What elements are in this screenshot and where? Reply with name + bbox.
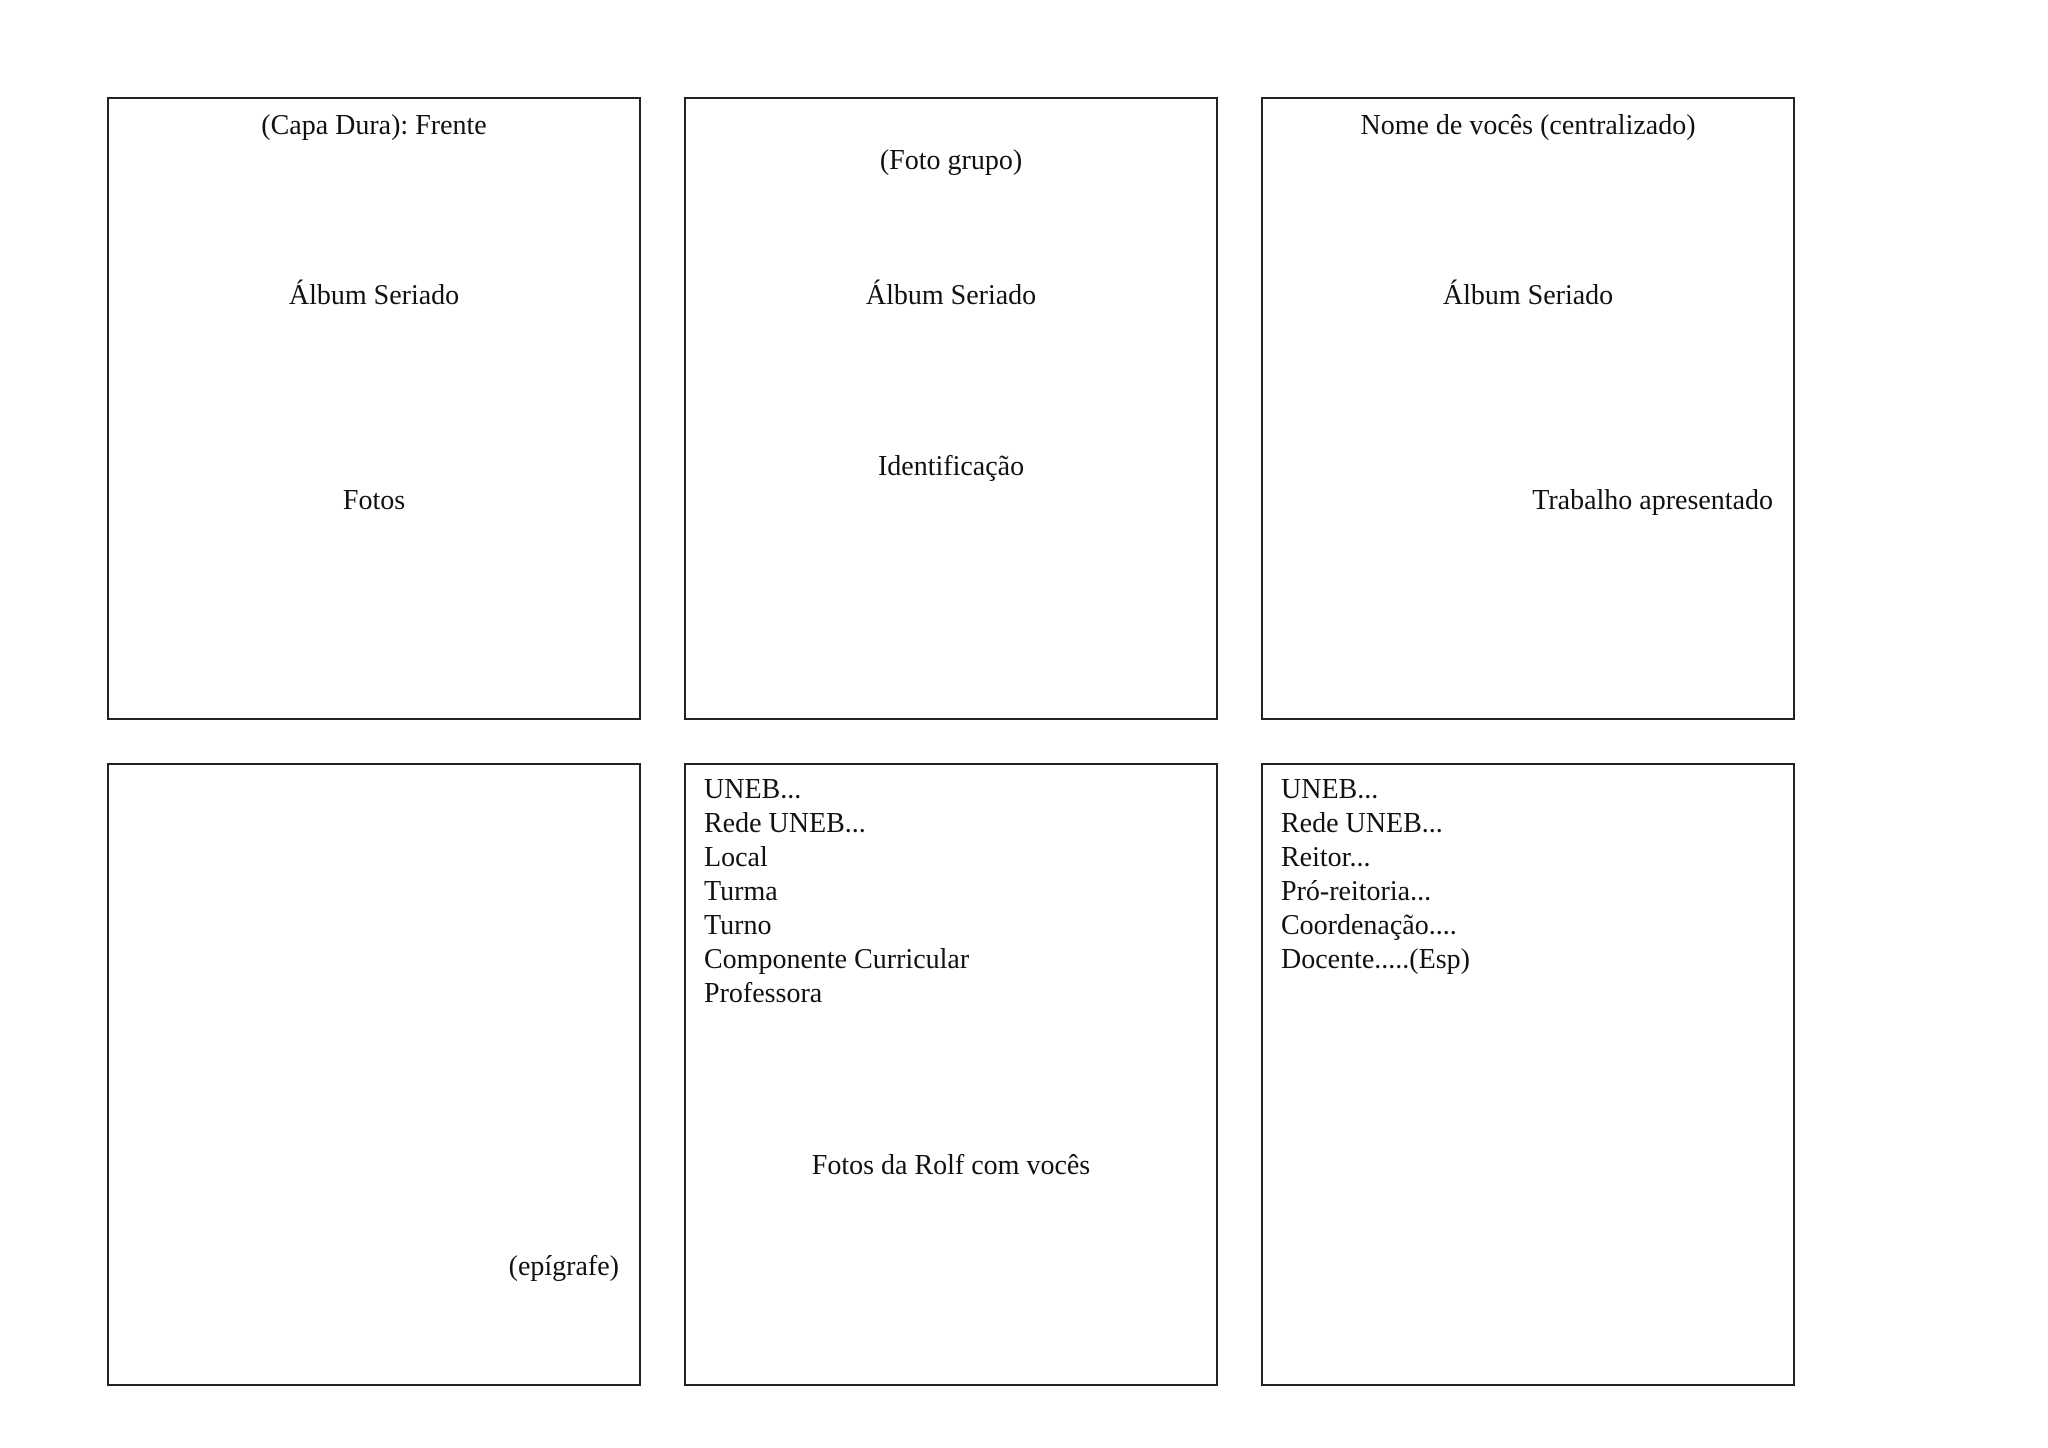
front-cover-caption: Fotos (342, 485, 406, 516)
front-cover-heading: (Capa Dura): Frente (261, 110, 487, 141)
group-photo-caption: Identificação (877, 451, 1025, 482)
list-item: UNEB... (704, 774, 802, 805)
group-photo-title: Álbum Seriado (865, 280, 1037, 311)
list-item: Local (704, 842, 768, 873)
panel-class-info (684, 763, 1218, 1386)
list-item: Docente.....(Esp) (1281, 944, 1470, 975)
list-item: Turma (704, 876, 778, 907)
names-title: Álbum Seriado (1442, 280, 1614, 311)
list-item: UNEB... (1281, 774, 1379, 805)
list-item: Reitor... (1281, 842, 1371, 873)
list-item: Professora (704, 978, 823, 1009)
panel-epigraph (107, 763, 641, 1386)
names-heading: Nome de vocês (centralizado) (1360, 110, 1696, 141)
list-item: Turno (704, 910, 772, 941)
group-photo-heading: (Foto grupo) (879, 145, 1023, 176)
class-info-caption: Fotos da Rolf com vocês (811, 1150, 1091, 1181)
list-item: Rede UNEB... (1281, 808, 1443, 839)
panel-front-cover (107, 97, 641, 720)
front-cover-title: Álbum Seriado (288, 280, 460, 311)
panel-names (1261, 97, 1795, 720)
list-item: Coordenação.... (1281, 910, 1457, 941)
list-item: Rede UNEB... (704, 808, 866, 839)
list-item: Componente Curricular (704, 944, 970, 975)
class-info-list (704, 773, 969, 1011)
list-item: Pró-reitoria... (1281, 876, 1432, 907)
institution-list (1281, 773, 1470, 977)
panel-group-photo (684, 97, 1218, 720)
panel-institution (1261, 763, 1795, 1386)
names-caption: Trabalho apresentado (1532, 485, 1773, 516)
epigraph-caption: (epígrafe) (508, 1251, 619, 1282)
